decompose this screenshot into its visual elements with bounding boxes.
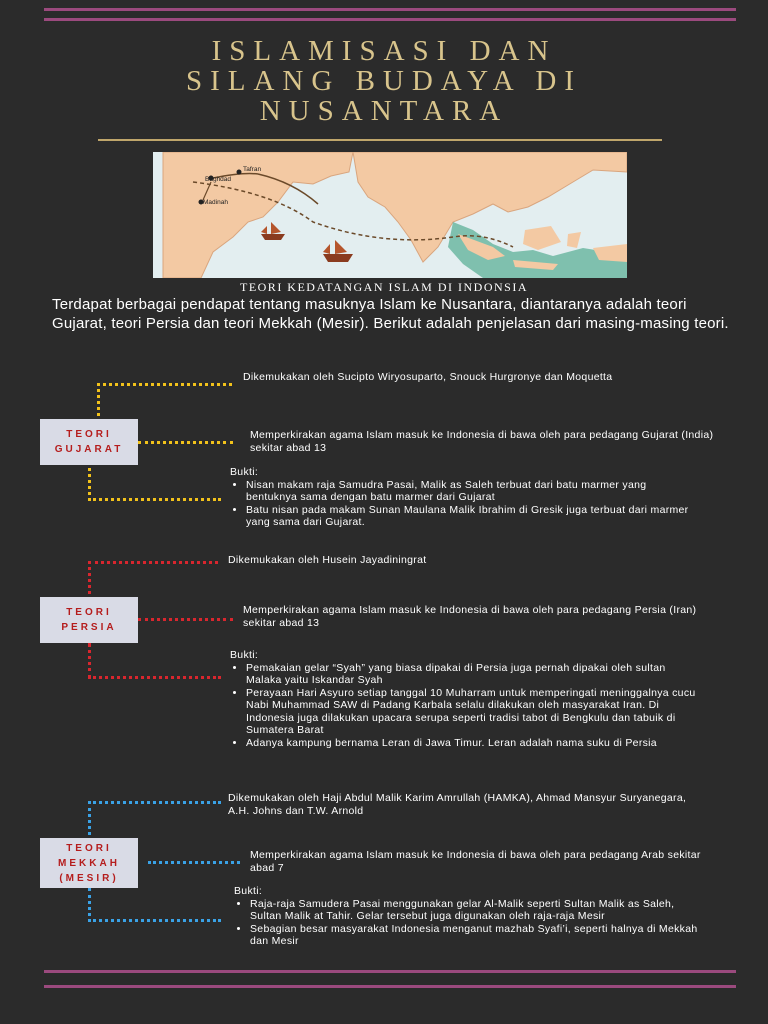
intro-paragraph: Terdapat berbagai pendapat tentang masuknya Islam ke Nusantara, diantaranya adalah teori Gujarat, teori Persia dan teori Mekkah (Mesir). Berikut adalah penjelasan dari masing-masing teori. [52,296,729,332]
mekkah-connector-bottom [88,888,221,922]
theory-box-mekkah [40,838,138,888]
gujarat-bukti-label: Bukti: [230,466,259,478]
persia-bukti-list [230,662,700,750]
persia-connector-bottom [88,643,221,679]
persia-bukti-item: • Pemakaian gelar “Syah” yang biasa dipakai di Persia juga pernah dipakai oleh sultan Malaka yaitu Iskandar Syah [246,662,700,687]
gujarat-bukti [230,466,700,529]
mekkah-box-line-1: TEORI [66,842,112,854]
bottom-rule-1 [44,970,736,973]
mekkah-bukti [234,885,704,948]
tafran-marker [237,170,242,175]
mekkah-estimate: Memperkirakan agama Islam masuk ke Indonesia di bawa oleh para pedagang Arab sekitar abad 7 [250,849,701,874]
persia-connector-top [88,561,218,600]
persia-box-line-1: TEORI [66,607,112,618]
gujarat-connector-bottom [88,468,221,501]
title-underline [98,139,662,141]
top-rule-2 [44,18,736,21]
title-line-3: NUSANTARA [259,95,509,127]
trade-route-map [153,152,627,278]
gujarat-connector-top [97,383,232,422]
mekkah-bukti-item: • Raja-raja Samudera Pasai menggunakan gelar Al-Malik seperti Sultan Malik as Saleh, Sultan Malik at Tahir. Gelar tersebut juga digunakan oleh raja-raja Mesir [250,898,704,923]
mekkah-bukti-list [234,898,704,948]
gujarat-proponent: Dikemukakan oleh Sucipto Wiryosuparto, Snouck Hurgronye dan Moquetta [243,371,613,383]
persia-box-line-2: PERSIA [61,622,117,633]
gujarat-bukti-item: • Batu nisan pada makam Sunan Maulana Malik Ibrahim di Gresik juga terbuat dari marmer yang sama dari Gujarat. [246,504,700,529]
gujarat-bukti-item: • Nisan makam raja Samudra Pasai, Malik as Saleh terbuat dari batu marmer yang bentuknya sama dengan batu marmer dari Gujarat [246,479,700,504]
bottom-rule-2 [44,985,736,988]
mekkah-connector-top [88,801,221,841]
theory-box-persia [40,597,138,643]
persia-bukti-item: • Adanya kampung bernama Leran di Jawa Timur. Leran adalah nama suku di Persia [246,737,700,750]
madinah-label: Madinah [203,199,228,206]
gujarat-box-line-1: TEORI [66,429,112,440]
persia-estimate: Memperkirakan agama Islam masuk ke Indonesia di bawa oleh para pedagang Persia (Iran) sekitar abad 13 [243,604,697,629]
title-line-1: ISLAMISASI DAN [211,35,557,67]
gujarat-bukti-list [230,479,700,529]
mekkah-proponent: Dikemukakan oleh Haji Abdul Malik Karim Amrullah (HAMKA), Ahmad Mansyur Suryanegara, A.H. Johns dan T.W. Arnold [228,792,687,817]
page-title [60,36,708,126]
gujarat-connector-mid [138,441,233,444]
baghdad-label: Baghdad [205,176,232,183]
persia-connector-mid [138,618,233,621]
persia-bukti-item: • Perayaan Hari Asyuro setiap tanggal 10 Muharram untuk memperingati meninggalnya cucu Nabi Muhammad SAW di Padang Karbala selalu dilakukan oleh masyarakat Iran. Di Indonesia juga dilakukan upacara serupa seperti tradisi tabot di Bengkulu dan tabuik di Sumatera Barat [246,687,700,737]
tafran-label: Tafran [243,166,262,173]
mekkah-box-line-2: MEKKAH [58,857,120,869]
mekkah-connector-mid [148,861,240,864]
persia-bukti [230,649,700,749]
theory-box-gujarat [40,419,138,465]
gujarat-box-line-2: GUJARAT [54,444,124,455]
mekkah-bukti-item: • Sebagian besar masyarakat Indonesia menganut mazhab Syafi’i, seperti halnya di Mekkah dan Mesir [250,923,704,948]
map-graphic [153,152,627,278]
persia-proponent: Dikemukakan oleh Husein Jayadiningrat [228,554,427,566]
mekkah-box-line-3: (MESIR) [59,872,119,884]
persia-bukti-label: Bukti: [230,649,259,661]
title-line-2: SILANG BUDAYA DI [185,65,582,97]
section-subtitle: TEORI KEDATANGAN ISLAM DI INDONSIA [239,280,529,294]
mekkah-bukti-label: Bukti: [234,885,263,897]
gujarat-estimate: Memperkirakan agama Islam masuk ke Indonesia di bawa oleh para pedagang Gujarat (India) sekitar abad 13 [250,429,714,454]
top-rule-1 [44,8,736,11]
